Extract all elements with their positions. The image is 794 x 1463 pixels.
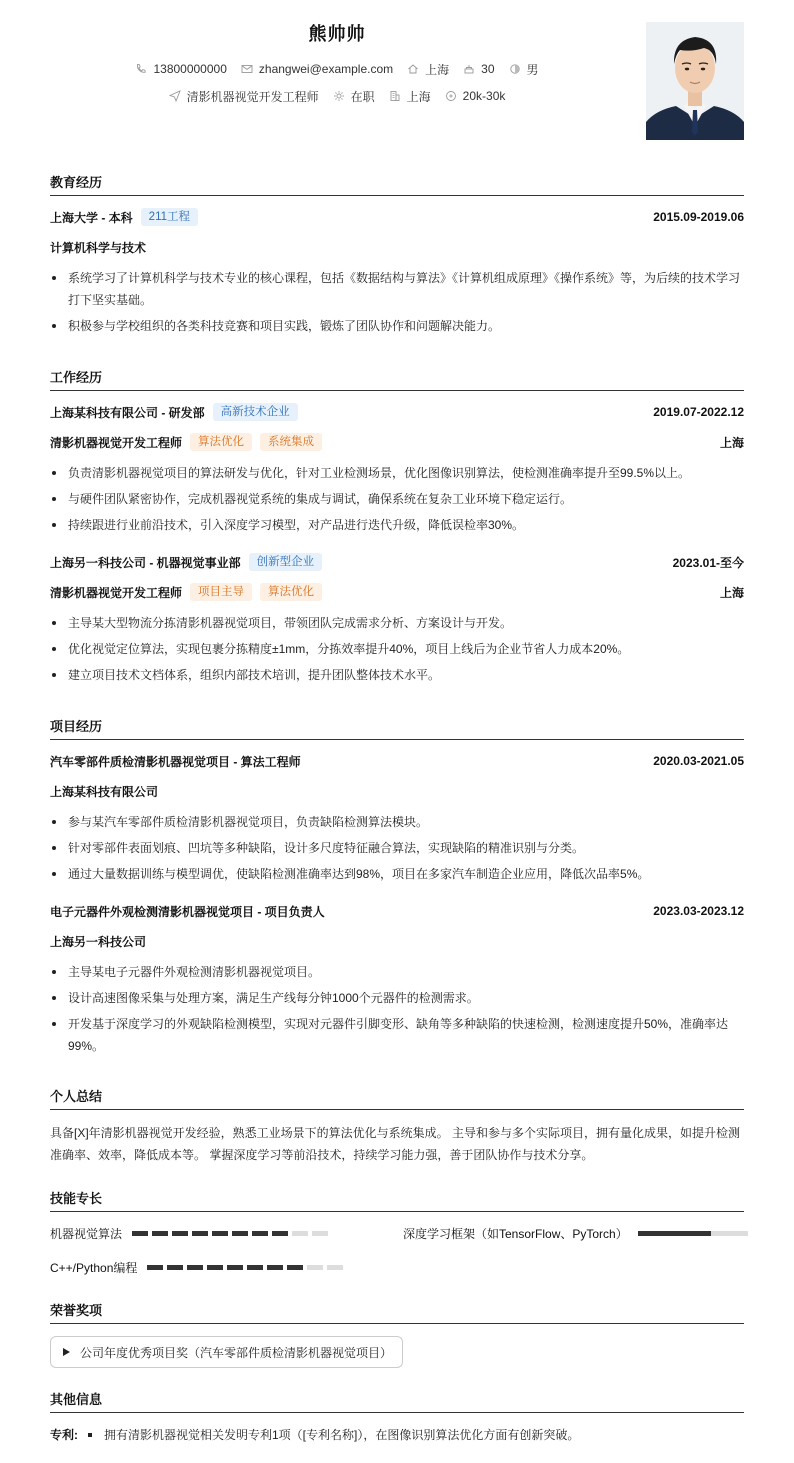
other-info-row — [50, 1426, 744, 1443]
skill-segment — [312, 1231, 328, 1236]
skill-segment — [192, 1231, 208, 1236]
job-role: 清影机器视觉开发工程师 — [50, 585, 183, 600]
list-item: 积极参与学校组织的各类科技竞赛和项目实践，锻炼了团队协作和问题解决能力。 — [50, 315, 744, 337]
project-company-row — [50, 782, 744, 800]
list-item: 参与某汽车零部件质检清影机器视觉项目，负责缺陷检测算法模块。 — [50, 811, 744, 833]
school-name: 上海大学 - 本科 — [50, 210, 133, 225]
phone-icon — [135, 63, 147, 75]
job-city: 上海 — [719, 435, 744, 450]
project-header-row — [50, 752, 744, 770]
skill-segment — [147, 1265, 163, 1270]
awards-section-title: 荣誉奖项 — [50, 1300, 744, 1324]
job-role: 清影机器视觉开发工程师 — [50, 435, 183, 450]
skill-segment — [227, 1265, 243, 1270]
list-item: 建立项目技术文档体系，组织内部技术培训，提升团队整体技术水平。 — [50, 664, 744, 686]
list-item: 系统学习了计算机科学与技术专业的核心课程，包括《数据结构与算法》《计算机组成原理》《操作系统》等，为后续的技术学习打下坚实基础。 — [50, 267, 744, 311]
candidate-name: 熊帅帅 — [308, 24, 366, 44]
project-company: 上海另一科技公司 — [50, 934, 147, 949]
skill-item — [50, 1259, 343, 1276]
skill-segment — [152, 1231, 168, 1236]
summary-section-title: 个人总结 — [50, 1086, 744, 1110]
skill-level-dashes — [132, 1231, 328, 1236]
contact-line — [0, 60, 674, 78]
gender-text: 男 — [526, 62, 539, 77]
other-section-title: 其他信息 — [50, 1389, 744, 1413]
skill-segment — [307, 1265, 323, 1270]
project-period: 2023.03-2023.12 — [653, 904, 744, 918]
skill-name: 深度学习框架（如TensorFlow、PyTorch） — [403, 1227, 628, 1241]
skill-segment — [132, 1231, 148, 1236]
project-name: 汽车零部件质检清影机器视觉项目 - 算法工程师 — [50, 754, 301, 769]
skill-segment — [272, 1231, 288, 1236]
skill-segment — [212, 1231, 228, 1236]
project-name: 电子元器件外观检测清影机器视觉项目 - 项目负责人 — [50, 904, 325, 919]
project-section-title: 项目经历 — [50, 716, 744, 740]
skill-level-fill — [638, 1231, 712, 1236]
other-text: 拥有清影机器视觉相关发明专利1项（[专利名称]），在图像识别算法优化方面有创新突破。 — [104, 1428, 580, 1442]
school-tag: 211工程 — [141, 208, 198, 226]
skill-item — [50, 1225, 328, 1242]
list-item: 开发基于深度学习的外观缺陷检测模型，实现对元器件引脚变形、缺角等多种缺陷的快速检测，检测速度提升50%，准确率达99%。 — [50, 1013, 744, 1057]
job-intent-line — [0, 87, 674, 105]
award-text: 公司年度优秀项目奖（汽车零部件质检清影机器视觉项目） — [80, 1345, 393, 1360]
job-header-row — [50, 403, 744, 421]
skill-segment — [292, 1231, 308, 1236]
age-text: 30 — [481, 62, 495, 76]
status-text: 在职 — [350, 89, 375, 104]
list-item: 优化视觉定位算法，实现包裹分拣精度±1mm，分拣效率提升40%，项目上线后为企业节省人力成本20%。 — [50, 638, 744, 660]
email-text: zhangwei@example.com — [258, 62, 394, 76]
major-row — [50, 238, 744, 256]
skill-segment — [287, 1265, 303, 1270]
job-role-row — [50, 583, 744, 601]
company-tag: 创新型企业 — [249, 553, 323, 571]
skill-segment — [247, 1265, 263, 1270]
role-tag: 算法优化 — [190, 433, 252, 451]
company-tag: 高新技术企业 — [213, 403, 298, 421]
skill-segment — [252, 1231, 268, 1236]
age-item — [463, 62, 494, 76]
send-icon — [169, 90, 181, 102]
major-name: 计算机科学与技术 — [50, 240, 147, 255]
skill-segment — [232, 1231, 248, 1236]
target-city-text: 上海 — [406, 89, 431, 104]
phone-item — [135, 62, 226, 76]
expand-triangle-icon — [63, 1348, 70, 1356]
target-city-item — [389, 88, 431, 105]
job-period: 2019.07-2022.12 — [653, 405, 744, 419]
location-item — [407, 61, 449, 78]
skill-name: C++/Python编程 — [50, 1261, 138, 1275]
salary-item — [445, 89, 506, 103]
job-role-row — [50, 433, 744, 451]
education-section-title: 教育经历 — [50, 172, 744, 196]
company-name: 上海某科技有限公司 - 研发部 — [50, 405, 205, 420]
list-item: 主导某电子元器件外观检测清影机器视觉项目。 — [50, 961, 744, 983]
education-header-row — [50, 208, 744, 226]
role-tag: 项目主导 — [190, 583, 252, 601]
position-text: 清影机器视觉开发工程师 — [186, 89, 319, 104]
skill-segment — [167, 1265, 183, 1270]
job-city: 上海 — [719, 585, 744, 600]
skill-level-bar — [638, 1231, 748, 1236]
list-item: 针对零部件表面划痕、凹坑等多种缺陷，设计多尺度特征融合算法，实现缺陷的精准识别与分类。 — [50, 837, 744, 859]
list-item: 设计高速图像采集与处理方案，满足生产线每分钟1000个元器件的检测需求。 — [50, 987, 744, 1009]
list-item: 与硬件团队紧密协作，完成机器视觉系统的集成与调试，确保系统在复杂工业环境下稳定运行。 — [50, 488, 744, 510]
skill-segment — [172, 1231, 188, 1236]
bullet-marker — [88, 1433, 92, 1437]
mail-icon — [241, 63, 253, 75]
award-item[interactable] — [50, 1336, 403, 1368]
job-period: 2023.01-至今 — [672, 555, 744, 570]
skill-segment — [327, 1265, 343, 1270]
phone-text: 13800000000 — [153, 62, 227, 76]
skills-section-title: 技能专长 — [50, 1188, 744, 1212]
skill-item — [403, 1225, 748, 1242]
list-item: 通过大量数据训练与模型调优，使缺陷检测准确率达到98%，项目在多家汽车制造企业应用，降低次品率5%。 — [50, 863, 744, 885]
education-period: 2015.09-2019.06 — [653, 210, 744, 224]
cake-icon — [463, 63, 475, 75]
project-header-row — [50, 902, 744, 920]
building-icon — [389, 90, 401, 102]
skill-segment — [187, 1265, 203, 1270]
role-tag: 系统集成 — [260, 433, 322, 451]
skill-level-dashes — [147, 1265, 343, 1270]
position-item — [169, 88, 319, 105]
project-company: 上海某科技有限公司 — [50, 784, 159, 799]
list-item: 持续跟进行业前沿技术，引入深度学习模型，对产品进行迭代升级，降低误检率30%。 — [50, 514, 744, 536]
coin-icon — [445, 90, 457, 102]
avatar — [646, 22, 744, 140]
project-period: 2020.03-2021.05 — [653, 754, 744, 768]
profile-photo — [646, 22, 744, 140]
work-section-title: 工作经历 — [50, 367, 744, 391]
salary-text: 20k-30k — [462, 89, 506, 103]
job-header-row — [50, 553, 744, 571]
role-tag: 算法优化 — [260, 583, 322, 601]
project-company-row — [50, 932, 744, 950]
location-text: 上海 — [425, 62, 450, 77]
settings-icon — [333, 90, 345, 102]
skill-name: 机器视觉算法 — [50, 1227, 123, 1241]
email-item — [241, 62, 393, 76]
home-icon — [407, 63, 419, 75]
skill-segment — [207, 1265, 223, 1270]
list-item: 主导某大型物流分拣清影机器视觉项目，带领团队完成需求分析、方案设计与开发。 — [50, 612, 744, 634]
status-item — [333, 88, 375, 105]
summary-text: 具备[X]年清影机器视觉开发经验，熟悉工业场景下的算法优化与系统集成。 主导和参与多个实际项目，拥有量化成果，如提升检测准确率、效率，降低成本等。 掌握深度学习等前沿技术，持续学习能力强，善于团队协作与技术分享。 — [50, 1126, 741, 1162]
other-label: 专利: — [50, 1428, 78, 1442]
gender-icon — [509, 63, 521, 75]
gender-item — [509, 61, 539, 78]
company-name: 上海另一科技公司 - 机器视觉事业部 — [50, 555, 241, 570]
skill-segment — [267, 1265, 283, 1270]
list-item: 负责清影机器视觉项目的算法研发与优化，针对工业检测场景，优化图像识别算法，使检测准确率提升至99.5%以上。 — [50, 462, 744, 484]
